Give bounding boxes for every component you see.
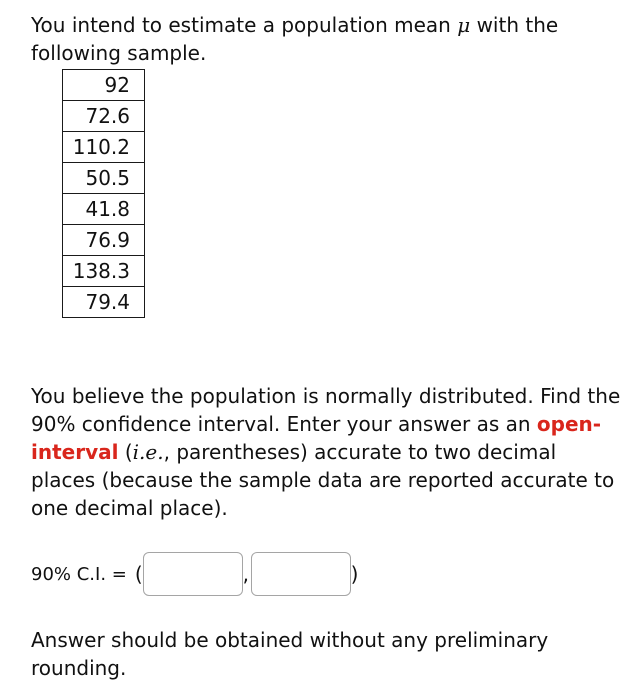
sample-value-cell: 41.8 <box>63 194 145 225</box>
confidence-interval-row <box>31 551 358 597</box>
instructions <box>31 382 621 522</box>
close-paren: ) <box>350 562 359 586</box>
ie-italic: i.e. <box>132 440 164 464</box>
ci-label: 90% C.I. = <box>31 563 127 585</box>
sample-value-cell: 50.5 <box>63 163 145 194</box>
sample-value-cell: 138.3 <box>63 256 145 287</box>
table-row <box>63 101 145 132</box>
intro-text-after: with the following sample. <box>31 13 559 65</box>
lower-bound-input[interactable] <box>143 552 243 596</box>
instructions-part3: , parentheses) accurate to two decimal places (because the sample data are reported accurate to one decimal place). <box>31 440 615 520</box>
sample-value-cell: 79.4 <box>63 287 145 318</box>
table-row <box>63 70 145 101</box>
table-row <box>63 256 145 287</box>
sample-value-cell: 72.6 <box>63 101 145 132</box>
table-row <box>63 163 145 194</box>
open-interval-highlight: open-interval <box>31 412 602 464</box>
sample-table <box>62 69 145 318</box>
interval-comma: , <box>242 562 250 586</box>
instructions-part1: You believe the population is normally distributed. Find the 90% confidence interval. Enter your answer as an <box>31 384 621 436</box>
table-row <box>63 132 145 163</box>
question-intro <box>31 11 591 67</box>
instructions-part2: ( <box>118 440 133 464</box>
table-row <box>63 287 145 318</box>
table-row <box>63 194 145 225</box>
open-paren: ( <box>134 562 143 586</box>
upper-bound-input[interactable] <box>251 552 351 596</box>
intro-text-before: You intend to estimate a population mean <box>31 13 458 37</box>
sample-value-cell: 76.9 <box>63 225 145 256</box>
rounding-note: Answer should be obtained without any preliminary rounding. <box>31 628 549 680</box>
sample-value-cell: 110.2 <box>63 132 145 163</box>
table-row <box>63 225 145 256</box>
sample-value-cell: 92 <box>63 70 145 101</box>
mu-symbol: μ <box>457 13 471 37</box>
